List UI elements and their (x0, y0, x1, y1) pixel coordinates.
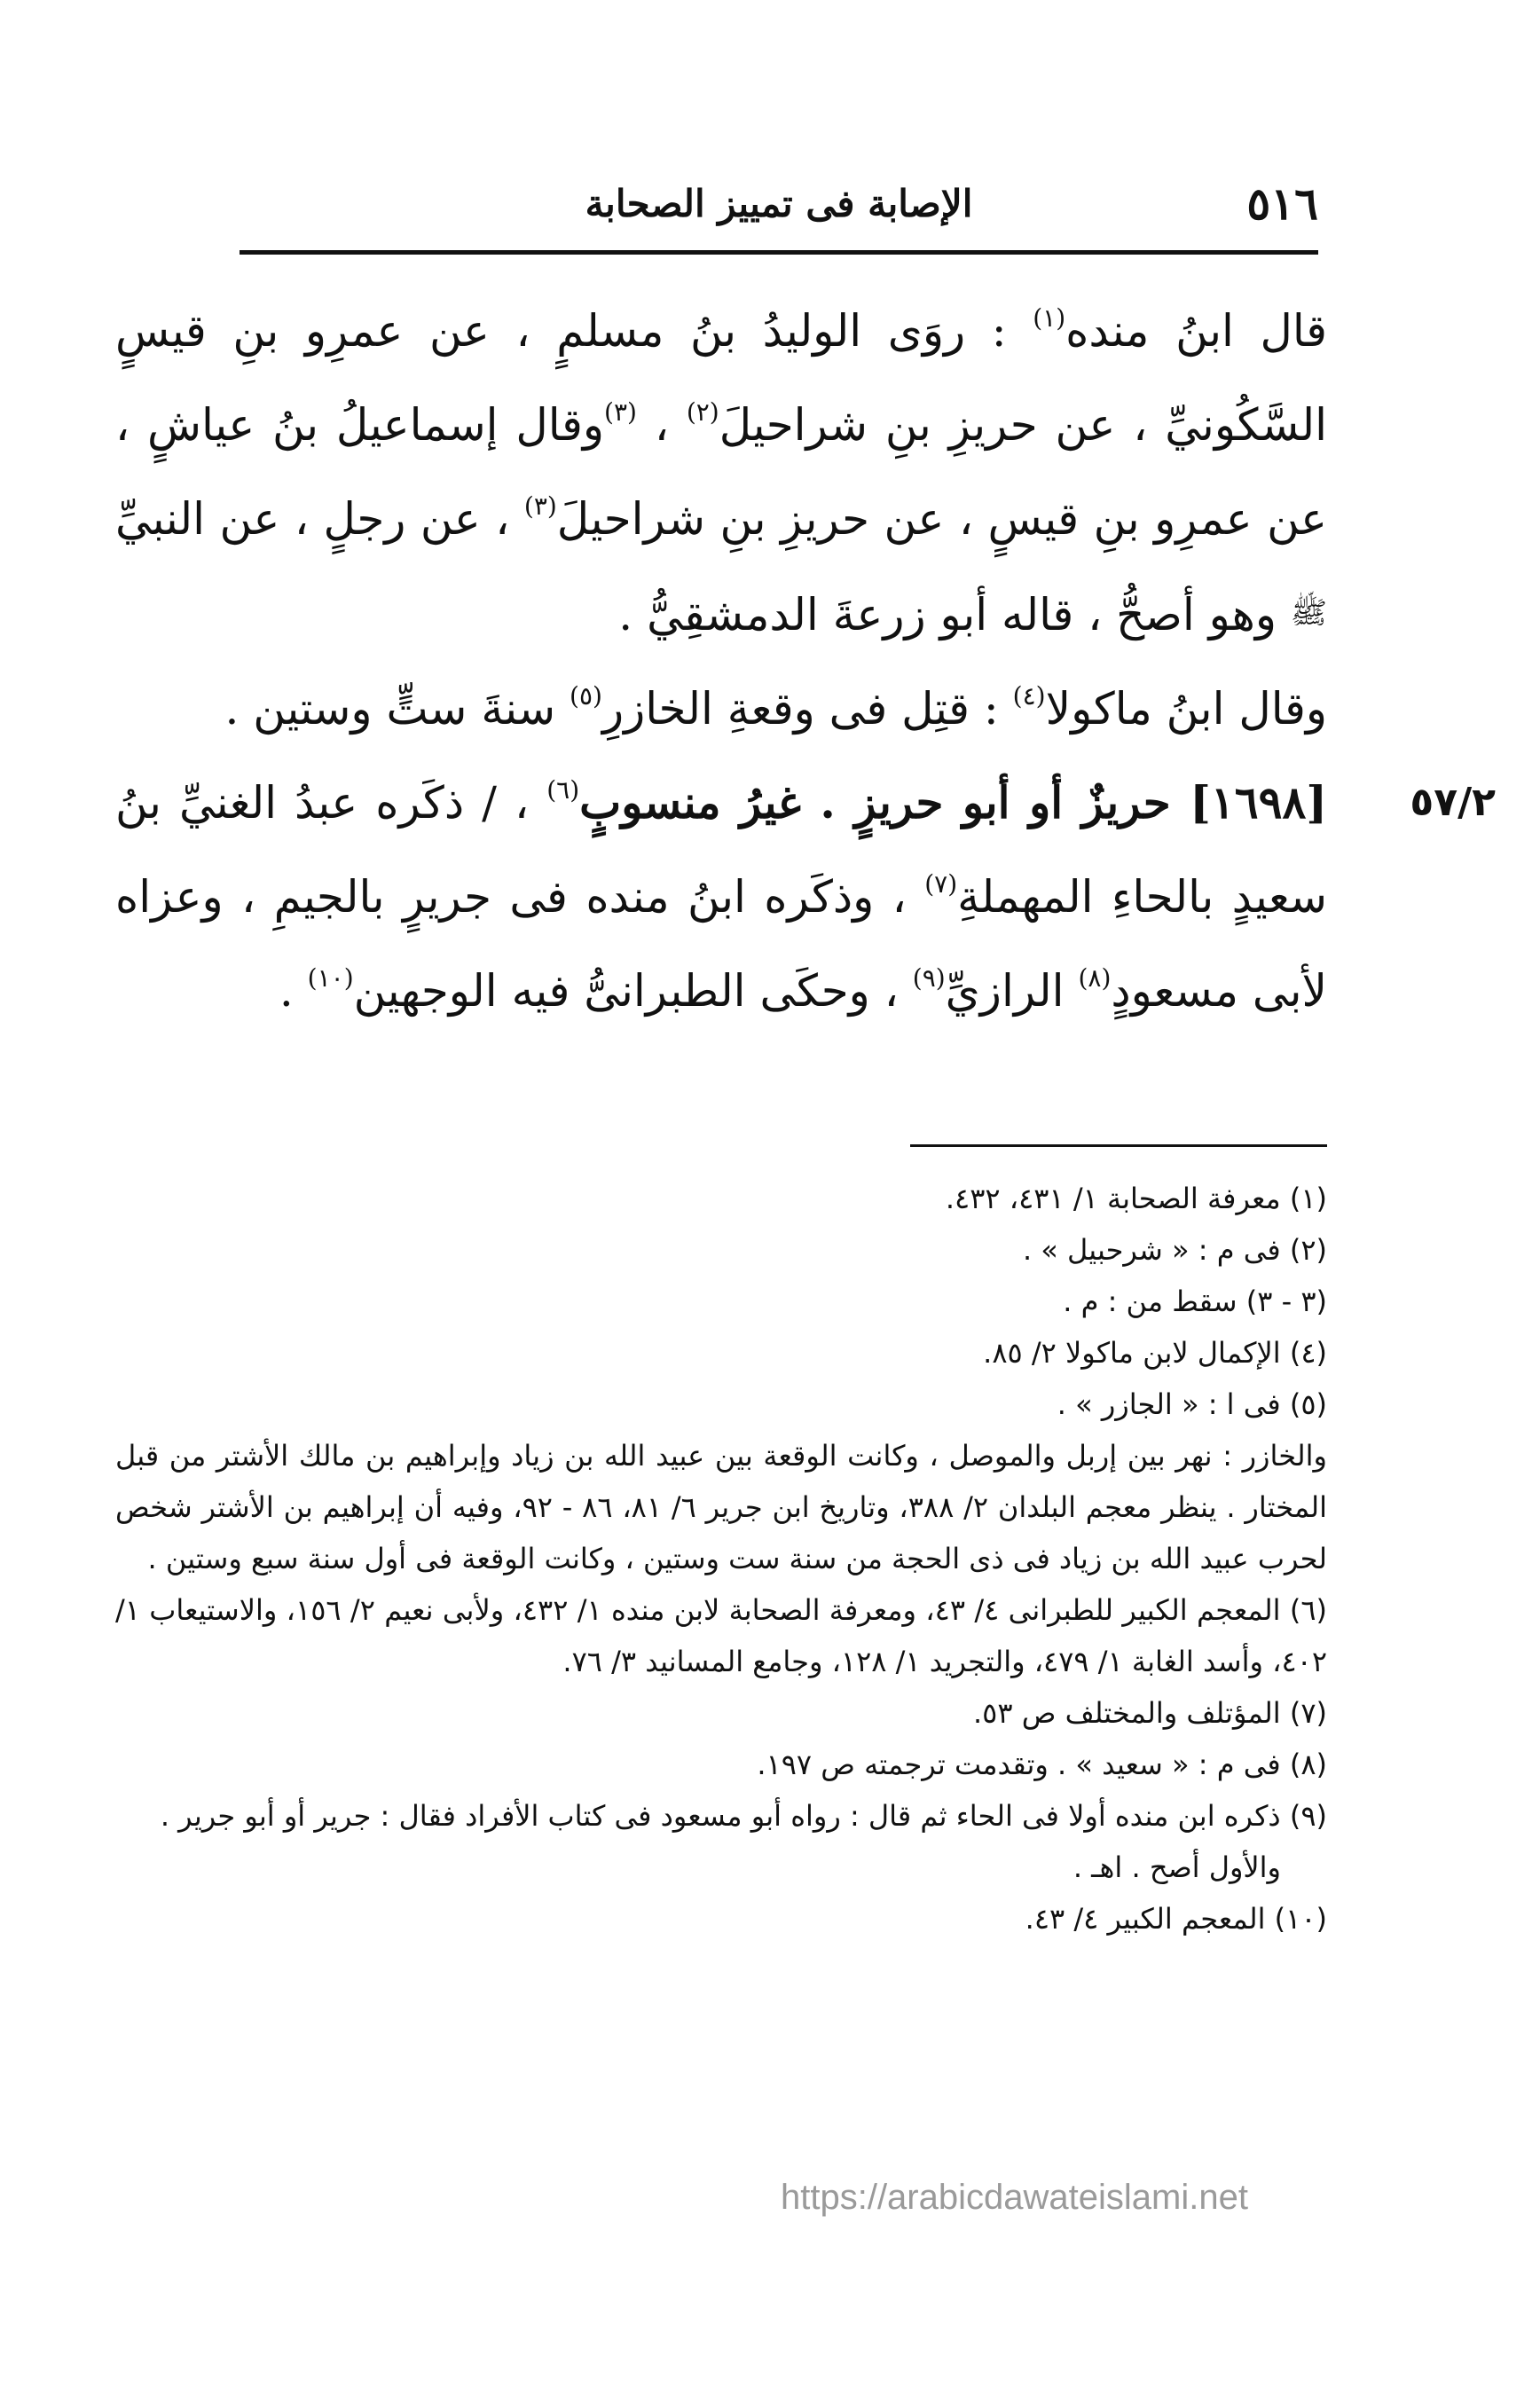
paragraph-ibn-mandah: قال ابنُ منده$^{(١)}$ : روَى الوليدُ بنُ مسلمٍ ، عن عمرِو بنِ قيسٍ السَّكُونيِّ ، عن حريزِ بنِ شراحيلَ$^{(٢)}$ ، $^{(٣)}$وقال إسماعيلُ بنُ عياشٍ ، عن عمرِو بنِ قيسٍ ، عن حريزِ بنِ شراحيلَ$^{(٣)}$ ، عن رجلٍ ، عن النبيِّ ﷺ وهو أصحُّ ، قاله أبو زرعةَ الدمشقِيُّ . (115, 303, 1328, 640)
footnote-9-continued: والأول أصح . اهـ . (1072, 1850, 1281, 1884)
footnote-ref[interactable]: (١٠) (307, 963, 354, 993)
footnote-1: (١) معرفة الصحابة ١/ ٤٣١، ٤٣٢. (945, 1182, 1327, 1215)
footnote-6: (٦) المعجم الكبير للطبرانى ٤/ ٤٣، ومعرفة الصحابة لابن منده ١/ ٤٣٢، ولأبى نعيم ٢/ ١٥٦، والاستيعاب ١/ ٤٠٢، وأسد الغابة ١/ ٤٧٩، والتجريد ١/ ١٢٨، وجامع المسانيد ٣/ ٧٦. (115, 1593, 1328, 1678)
footnote-5: (٥) فى ا : « الجازر » . (1057, 1387, 1327, 1421)
entry-1698: ٥٧/٢ [١٦٩٨] حريزٌ أو أبو حريزٍ . غيرُ منسوبٍ$^{(٦)}$ ، / ذكَره عبدُ الغنيِّ بنُ سعيدٍ بالحاءِ المهملةِ$^{(٧)}$ ، وذكَره ابنُ منده فى جريرٍ بالجيمِ ، وعزاه لأبى مسعودٍ$^{(٨)}$ الرازيِّ$^{(٩)}$ ، وحكَى الطبرانىُّ فيه الوجهين$^{(١٠)}$ . (115, 756, 1327, 1038)
footnote-ref[interactable]: (٧) (924, 869, 958, 899)
footnote-ref[interactable]: (٣) (523, 491, 557, 521)
footnote-separator (910, 1144, 1327, 1147)
footnote-9: (٩) ذكره ابن منده أولا فى الحاء ثم قال : رواه أبو مسعود فى كتاب الأفراد فقال : جرير أو أبو جرير . (160, 1799, 1327, 1833)
footnote-ref[interactable]: (٩) (912, 963, 946, 993)
entry-heading: [١٦٩٨] حريزٌ أو أبو حريزٍ . غيرُ منسوبٍ (579, 776, 1327, 829)
main-text (115, 284, 1496, 1038)
blessing-glyph: ﷺ (1290, 595, 1327, 631)
header-rule (240, 250, 1318, 255)
footnotes (115, 1173, 1327, 1944)
footnote-ref[interactable]: (٥) (570, 681, 602, 711)
page-header (240, 173, 1318, 235)
paragraph-ibn-makula: وقال ابنُ ماكولا$^{(٤)}$ : قتِل فى وقعةِ الخازرِ$^{(٥)}$ سنةَ ستٍّ وستين . (224, 681, 1327, 735)
page-number: ٥١٦ (1246, 177, 1318, 230)
margin-reference: ٥٧/٢ (1410, 780, 1496, 825)
footnote-4: (٤) الإكمال لابن ماكولا ٢/ ٨٥. (983, 1336, 1327, 1370)
footnote-ref[interactable]: (٨) (1078, 963, 1112, 993)
footnote-ref[interactable]: (١) (1033, 303, 1066, 333)
footnote-ref[interactable]: (٦) (546, 775, 580, 805)
footnote-5-note: والخازر : نهر بين إربل والموصل ، وكانت الوقعة بين عبيد الله بن زياد وإبراهيم بن مالك الأشتر من قبل المختار . ينظر معجم البلدان ٢/ ٣٨٨، وتاريخ ابن جرير ٦/ ٨١، ٨٦ - ٩٢، وفيه أن إبراهيم بن الأشتر شخص لحرب عبيد الله بن زياد فى ذى الحجة من سنة ست وستين ، وكانت الوقعة فى أول سنة سبع وستين . (115, 1439, 1328, 1575)
book-title: الإصابة فى تمييز الصحابة (585, 182, 973, 225)
footnote-2: (٢) فى م : « شرحبيل » . (1022, 1233, 1327, 1267)
footnote-3: (٣ - ٣) سقط من : م . (1063, 1284, 1327, 1318)
watermark-url: https://arabicdawateislami.net (781, 2178, 1248, 2217)
footnote-8: (٨) فى م : « سعيد » . وتقدمت ترجمته ص ١٩٧. (757, 1748, 1327, 1781)
footnote-7: (٧) المؤتلف والمختلف ص ٥٣. (973, 1696, 1327, 1730)
footnote-ref[interactable]: (٣) (604, 397, 637, 427)
footnote-ref[interactable]: (٢) (686, 397, 719, 427)
footnote-ref[interactable]: (٤) (1012, 681, 1046, 711)
footnote-10: (١٠) المعجم الكبير ٤/ ٤٣. (1025, 1902, 1327, 1936)
